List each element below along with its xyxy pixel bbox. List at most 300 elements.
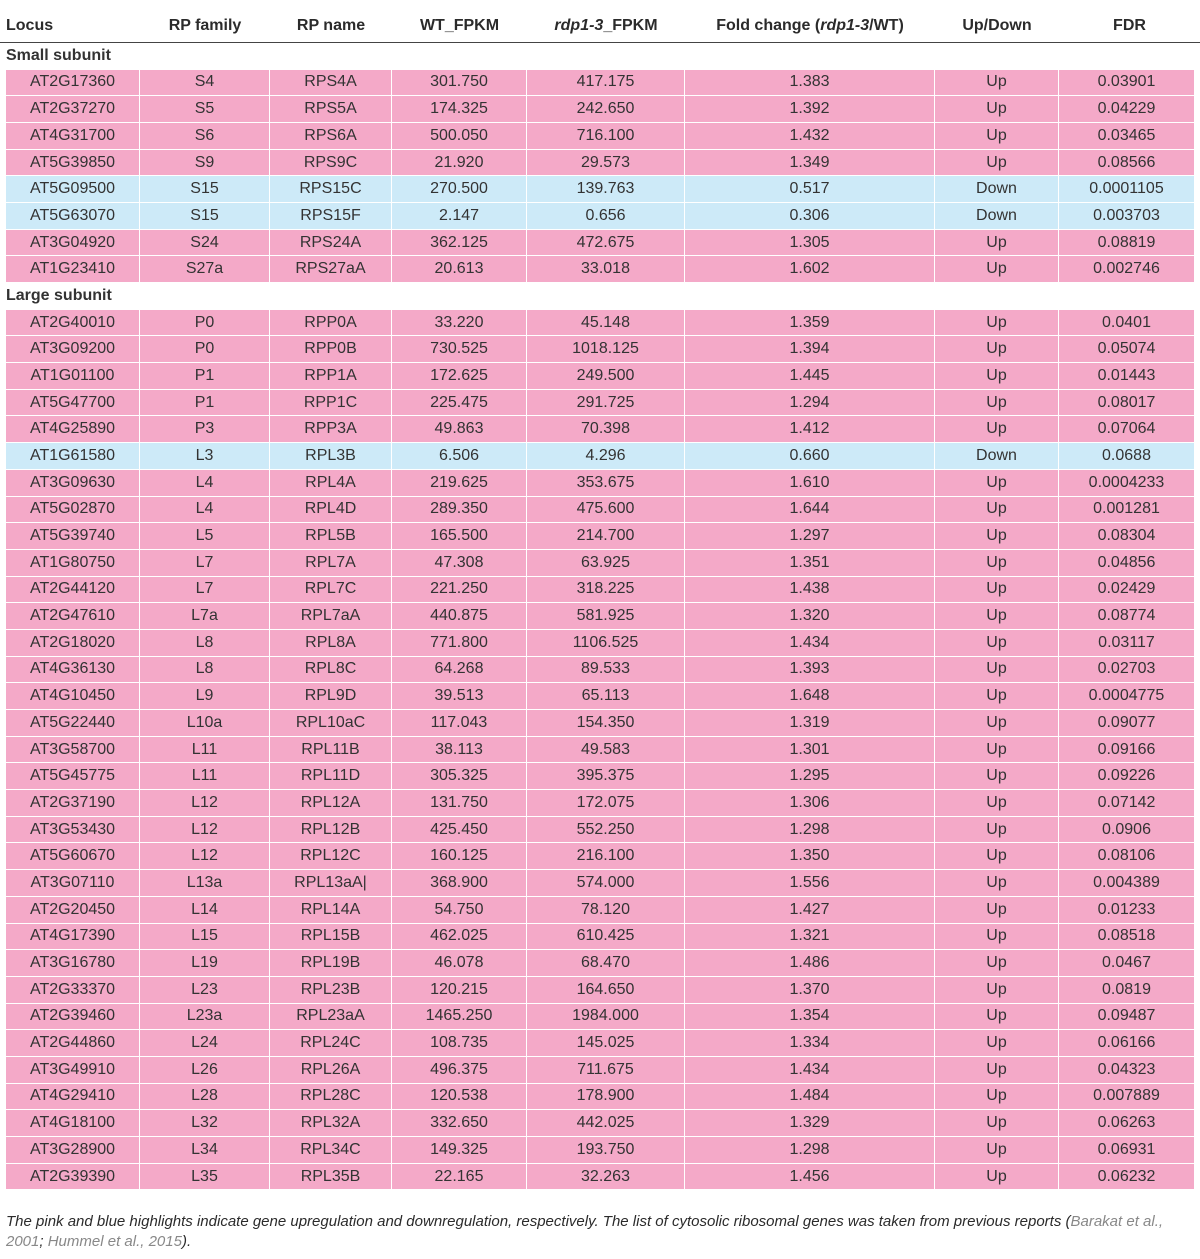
rp-family-cell: L14: [140, 897, 270, 924]
fdr-cell: 0.04856: [1059, 550, 1200, 577]
locus-cell: AT5G63070: [0, 203, 140, 230]
wt-fpkm-cell: 33.220: [392, 310, 527, 337]
table-row: [0, 790, 1200, 817]
table-row: [0, 817, 1200, 844]
updown-cell: Up: [935, 523, 1059, 550]
locus-cell: AT3G16780: [0, 950, 140, 977]
rdp-fpkm-cell: 65.113: [527, 683, 685, 710]
table-row: [0, 577, 1200, 604]
locus-cell: AT2G44120: [0, 577, 140, 604]
updown-cell: Up: [935, 577, 1059, 604]
fold-change-cell: 1.427: [685, 897, 935, 924]
rp-family-cell: S6: [140, 123, 270, 150]
fdr-cell: 0.07142: [1059, 790, 1200, 817]
updown-cell: Up: [935, 897, 1059, 924]
fdr-cell: 0.03901: [1059, 70, 1200, 97]
wt-fpkm-cell: 221.250: [392, 577, 527, 604]
locus-cell: AT2G17360: [0, 70, 140, 97]
table-row: [0, 737, 1200, 764]
section-label-large: Large subunit: [0, 283, 1200, 310]
rp-family-cell: L8: [140, 630, 270, 657]
header-wt-fpkm: WT_FPKM: [392, 10, 527, 43]
table-row: [0, 1110, 1200, 1137]
wt-fpkm-cell: 38.113: [392, 737, 527, 764]
updown-cell: Up: [935, 1004, 1059, 1031]
rdp-fpkm-cell: 318.225: [527, 577, 685, 604]
rdp-fpkm-cell: 70.398: [527, 416, 685, 443]
fold-change-cell: 1.602: [685, 256, 935, 283]
table-row: [0, 1084, 1200, 1111]
rp-name-cell: RPL15B: [270, 924, 392, 951]
table-row: [0, 603, 1200, 630]
fdr-cell: 0.0819: [1059, 977, 1200, 1004]
fdr-cell: 0.002746: [1059, 256, 1200, 283]
rp-family-cell: S9: [140, 150, 270, 177]
locus-cell: AT5G39740: [0, 523, 140, 550]
fdr-cell: 0.08017: [1059, 390, 1200, 417]
fold-change-cell: 1.383: [685, 70, 935, 97]
fdr-cell: 0.03117: [1059, 630, 1200, 657]
wt-fpkm-cell: 20.613: [392, 256, 527, 283]
rp-name-cell: RPS24A: [270, 230, 392, 257]
locus-cell: AT2G47610: [0, 603, 140, 630]
locus-cell: AT3G49910: [0, 1057, 140, 1084]
rp-name-cell: RPL24C: [270, 1030, 392, 1057]
ribosomal-protein-table: [0, 10, 1200, 1190]
rp-family-cell: L8: [140, 657, 270, 684]
table-row: [0, 843, 1200, 870]
rp-name-cell: RPL5B: [270, 523, 392, 550]
table-row: [0, 870, 1200, 897]
updown-cell: Up: [935, 150, 1059, 177]
rp-family-cell: L7: [140, 550, 270, 577]
rp-family-cell: L3: [140, 443, 270, 470]
wt-fpkm-cell: 172.625: [392, 363, 527, 390]
locus-cell: AT2G37270: [0, 96, 140, 123]
updown-cell: Up: [935, 603, 1059, 630]
rdp-fpkm-cell: 164.650: [527, 977, 685, 1004]
updown-cell: Down: [935, 203, 1059, 230]
locus-cell: AT2G33370: [0, 977, 140, 1004]
rp-name-cell: RPS5A: [270, 96, 392, 123]
fold-change-cell: 1.556: [685, 870, 935, 897]
updown-cell: Up: [935, 950, 1059, 977]
fold-change-cell: 1.644: [685, 497, 935, 524]
wt-fpkm-cell: 425.450: [392, 817, 527, 844]
fdr-cell: 0.003703: [1059, 203, 1200, 230]
updown-cell: Up: [935, 817, 1059, 844]
rdp-fpkm-cell: 291.725: [527, 390, 685, 417]
rp-family-cell: L4: [140, 470, 270, 497]
table-row: [0, 203, 1200, 230]
table-row: [0, 710, 1200, 737]
fdr-cell: 0.09166: [1059, 737, 1200, 764]
fold-change-cell: 1.486: [685, 950, 935, 977]
rp-family-cell: L35: [140, 1164, 270, 1191]
updown-cell: Up: [935, 390, 1059, 417]
fold-change-cell: 0.306: [685, 203, 935, 230]
fold-change-cell: 1.294: [685, 390, 935, 417]
rp-name-cell: RPS4A: [270, 70, 392, 97]
rp-family-cell: L10a: [140, 710, 270, 737]
table-row: [0, 550, 1200, 577]
rp-family-cell: L13a: [140, 870, 270, 897]
fdr-cell: 0.08819: [1059, 230, 1200, 257]
rp-family-cell: S27a: [140, 256, 270, 283]
fdr-cell: 0.08304: [1059, 523, 1200, 550]
table-row: [0, 123, 1200, 150]
fold-change-cell: 1.648: [685, 683, 935, 710]
updown-cell: Up: [935, 416, 1059, 443]
table-row: [0, 657, 1200, 684]
rp-family-cell: L7a: [140, 603, 270, 630]
fdr-cell: 0.09077: [1059, 710, 1200, 737]
rp-name-cell: RPL23aA: [270, 1004, 392, 1031]
wt-fpkm-cell: 225.475: [392, 390, 527, 417]
wt-fpkm-cell: 289.350: [392, 497, 527, 524]
rp-family-cell: L15: [140, 924, 270, 951]
header-fold-suffix: /WT): [869, 17, 904, 34]
locus-cell: AT4G25890: [0, 416, 140, 443]
wt-fpkm-cell: 332.650: [392, 1110, 527, 1137]
rp-name-cell: RPL4A: [270, 470, 392, 497]
wt-fpkm-cell: 1465.250: [392, 1004, 527, 1031]
updown-cell: Up: [935, 657, 1059, 684]
rp-family-cell: L23a: [140, 1004, 270, 1031]
fdr-cell: 0.05074: [1059, 336, 1200, 363]
wt-fpkm-cell: 496.375: [392, 1057, 527, 1084]
wt-fpkm-cell: 120.538: [392, 1084, 527, 1111]
fdr-cell: 0.004389: [1059, 870, 1200, 897]
fdr-cell: 0.0001105: [1059, 176, 1200, 203]
rp-family-cell: L12: [140, 790, 270, 817]
rp-family-cell: L26: [140, 1057, 270, 1084]
fdr-cell: 0.06232: [1059, 1164, 1200, 1191]
rdp-fpkm-cell: 29.573: [527, 150, 685, 177]
rp-name-cell: RPL13aA|: [270, 870, 392, 897]
fdr-cell: 0.02703: [1059, 657, 1200, 684]
locus-cell: AT3G09630: [0, 470, 140, 497]
updown-cell: Up: [935, 1110, 1059, 1137]
fold-change-cell: 1.610: [685, 470, 935, 497]
wt-fpkm-cell: 219.625: [392, 470, 527, 497]
table-row: [0, 977, 1200, 1004]
updown-cell: Up: [935, 1164, 1059, 1191]
fdr-cell: 0.04323: [1059, 1057, 1200, 1084]
section-label-small: Small subunit: [0, 43, 1200, 70]
updown-cell: Up: [935, 790, 1059, 817]
rdp-fpkm-cell: 581.925: [527, 603, 685, 630]
fold-change-cell: 1.320: [685, 603, 935, 630]
rdp-fpkm-cell: 711.675: [527, 1057, 685, 1084]
fdr-cell: 0.0401: [1059, 310, 1200, 337]
locus-cell: AT5G47700: [0, 390, 140, 417]
header-fold-change: [685, 10, 935, 43]
header-rp-family: RP family: [140, 10, 270, 43]
table-body: [0, 43, 1200, 1190]
fdr-cell: 0.08106: [1059, 843, 1200, 870]
rdp-fpkm-cell: 475.600: [527, 497, 685, 524]
locus-cell: AT5G09500: [0, 176, 140, 203]
locus-cell: AT5G60670: [0, 843, 140, 870]
rp-family-cell: L9: [140, 683, 270, 710]
locus-cell: AT2G37190: [0, 790, 140, 817]
rp-name-cell: RPL19B: [270, 950, 392, 977]
section-row-small: [0, 43, 1200, 70]
locus-cell: AT1G01100: [0, 363, 140, 390]
rp-name-cell: RPL12B: [270, 817, 392, 844]
locus-cell: AT1G61580: [0, 443, 140, 470]
rdp-fpkm-cell: 249.500: [527, 363, 685, 390]
fdr-cell: 0.0004775: [1059, 683, 1200, 710]
fdr-cell: 0.07064: [1059, 416, 1200, 443]
rdp-fpkm-cell: 214.700: [527, 523, 685, 550]
locus-cell: AT3G07110: [0, 870, 140, 897]
rp-family-cell: P0: [140, 310, 270, 337]
locus-cell: AT2G39390: [0, 1164, 140, 1191]
rdp-fpkm-cell: 716.100: [527, 123, 685, 150]
updown-cell: Up: [935, 977, 1059, 1004]
fdr-cell: 0.06166: [1059, 1030, 1200, 1057]
rdp-fpkm-cell: 1984.000: [527, 1004, 685, 1031]
rp-family-cell: L11: [140, 763, 270, 790]
rp-name-cell: RPL12C: [270, 843, 392, 870]
rp-name-cell: RPL7A: [270, 550, 392, 577]
updown-cell: Up: [935, 924, 1059, 951]
rp-name-cell: RPL3B: [270, 443, 392, 470]
header-locus: Locus: [0, 10, 140, 43]
rp-name-cell: RPP3A: [270, 416, 392, 443]
fdr-cell: 0.0688: [1059, 443, 1200, 470]
table-row: [0, 924, 1200, 951]
table-row: [0, 497, 1200, 524]
wt-fpkm-cell: 362.125: [392, 230, 527, 257]
rdp-fpkm-cell: 417.175: [527, 70, 685, 97]
table-row: [0, 416, 1200, 443]
caption-text: The pink and blue highlights indicate gene upregulation and downregulation, respectively. The list of cytosolic ribosomal genes was taken from previous reports (: [6, 1213, 1071, 1230]
rp-name-cell: RPL34C: [270, 1137, 392, 1164]
rdp-fpkm-cell: 193.750: [527, 1137, 685, 1164]
fold-change-cell: 1.445: [685, 363, 935, 390]
wt-fpkm-cell: 440.875: [392, 603, 527, 630]
table-row: [0, 1057, 1200, 1084]
fdr-cell: 0.03465: [1059, 123, 1200, 150]
fold-change-cell: 1.298: [685, 1137, 935, 1164]
updown-cell: Up: [935, 256, 1059, 283]
table-row: [0, 1137, 1200, 1164]
updown-cell: Up: [935, 230, 1059, 257]
fdr-cell: 0.0906: [1059, 817, 1200, 844]
header-fold-prefix: Fold change (: [716, 17, 821, 34]
rp-family-cell: P1: [140, 390, 270, 417]
rp-family-cell: S4: [140, 70, 270, 97]
updown-cell: Up: [935, 470, 1059, 497]
wt-fpkm-cell: 49.863: [392, 416, 527, 443]
updown-cell: Up: [935, 763, 1059, 790]
fdr-cell: 0.01233: [1059, 897, 1200, 924]
locus-cell: AT3G09200: [0, 336, 140, 363]
rp-name-cell: RPL9D: [270, 683, 392, 710]
table-row: [0, 1004, 1200, 1031]
rdp-fpkm-cell: 442.025: [527, 1110, 685, 1137]
locus-cell: AT1G80750: [0, 550, 140, 577]
locus-cell: AT4G29410: [0, 1084, 140, 1111]
fold-change-cell: 1.393: [685, 657, 935, 684]
fold-change-cell: 1.394: [685, 336, 935, 363]
locus-cell: AT2G20450: [0, 897, 140, 924]
rp-family-cell: P3: [140, 416, 270, 443]
wt-fpkm-cell: 301.750: [392, 70, 527, 97]
rp-family-cell: L5: [140, 523, 270, 550]
fold-change-cell: 1.351: [685, 550, 935, 577]
rp-name-cell: RPL32A: [270, 1110, 392, 1137]
wt-fpkm-cell: 305.325: [392, 763, 527, 790]
rp-family-cell: L11: [140, 737, 270, 764]
header-rp-name: RP name: [270, 10, 392, 43]
fold-change-cell: 1.434: [685, 630, 935, 657]
rp-name-cell: RPL12A: [270, 790, 392, 817]
locus-cell: AT3G04920: [0, 230, 140, 257]
wt-fpkm-cell: 2.147: [392, 203, 527, 230]
rp-family-cell: L32: [140, 1110, 270, 1137]
fold-change-cell: 0.517: [685, 176, 935, 203]
caption-ref-barakat[interactable]: Barakat et al., 2001: [6, 1213, 1164, 1250]
updown-cell: Up: [935, 363, 1059, 390]
fold-change-cell: 1.354: [685, 1004, 935, 1031]
wt-fpkm-cell: 64.268: [392, 657, 527, 684]
fold-change-cell: 1.298: [685, 817, 935, 844]
rp-family-cell: L24: [140, 1030, 270, 1057]
table-row: [0, 310, 1200, 337]
rdp-fpkm-cell: 0.656: [527, 203, 685, 230]
rdp-fpkm-cell: 45.148: [527, 310, 685, 337]
updown-cell: Up: [935, 1137, 1059, 1164]
rdp-fpkm-cell: 353.675: [527, 470, 685, 497]
wt-fpkm-cell: 174.325: [392, 96, 527, 123]
rdp-fpkm-cell: 145.025: [527, 1030, 685, 1057]
fdr-cell: 0.06263: [1059, 1110, 1200, 1137]
wt-fpkm-cell: 108.735: [392, 1030, 527, 1057]
rp-name-cell: RPL26A: [270, 1057, 392, 1084]
wt-fpkm-cell: 149.325: [392, 1137, 527, 1164]
header-fdr: FDR: [1059, 10, 1200, 43]
wt-fpkm-cell: 368.900: [392, 870, 527, 897]
rp-family-cell: L19: [140, 950, 270, 977]
section-row-large: [0, 283, 1200, 310]
rdp-fpkm-cell: 33.018: [527, 256, 685, 283]
fold-change-cell: 1.297: [685, 523, 935, 550]
caption-ref-hummel[interactable]: Hummel et al., 2015: [47, 1233, 182, 1250]
fold-change-cell: 1.321: [685, 924, 935, 951]
rp-family-cell: P1: [140, 363, 270, 390]
rp-name-cell: RPS15F: [270, 203, 392, 230]
rdp-fpkm-cell: 395.375: [527, 763, 685, 790]
table-row: [0, 363, 1200, 390]
rp-name-cell: RPS9C: [270, 150, 392, 177]
table-row: [0, 683, 1200, 710]
rp-family-cell: S15: [140, 203, 270, 230]
fdr-cell: 0.001281: [1059, 497, 1200, 524]
wt-fpkm-cell: 730.525: [392, 336, 527, 363]
wt-fpkm-cell: 21.920: [392, 150, 527, 177]
rp-name-cell: RPL28C: [270, 1084, 392, 1111]
fold-change-cell: 0.660: [685, 443, 935, 470]
locus-cell: AT2G40010: [0, 310, 140, 337]
locus-cell: AT2G44860: [0, 1030, 140, 1057]
locus-cell: AT3G58700: [0, 737, 140, 764]
header-rdp-rest: _FPKM: [603, 17, 658, 34]
fdr-cell: 0.08566: [1059, 150, 1200, 177]
rdp-fpkm-cell: 63.925: [527, 550, 685, 577]
rdp-fpkm-cell: 172.075: [527, 790, 685, 817]
rp-name-cell: RPP0A: [270, 310, 392, 337]
fold-change-cell: 1.319: [685, 710, 935, 737]
locus-cell: AT4G10450: [0, 683, 140, 710]
rp-family-cell: L34: [140, 1137, 270, 1164]
table-row: [0, 176, 1200, 203]
wt-fpkm-cell: 462.025: [392, 924, 527, 951]
rdp-fpkm-cell: 89.533: [527, 657, 685, 684]
rdp-fpkm-cell: 32.263: [527, 1164, 685, 1191]
locus-cell: AT5G39850: [0, 150, 140, 177]
updown-cell: Up: [935, 550, 1059, 577]
wt-fpkm-cell: 54.750: [392, 897, 527, 924]
wt-fpkm-cell: 131.750: [392, 790, 527, 817]
rp-family-cell: L23: [140, 977, 270, 1004]
header-fold-italic: rdp1-3: [820, 17, 870, 34]
header-rdp-fpkm: [527, 10, 685, 43]
updown-cell: Up: [935, 870, 1059, 897]
rdp-fpkm-cell: 178.900: [527, 1084, 685, 1111]
table-row: [0, 1164, 1200, 1191]
updown-cell: Up: [935, 497, 1059, 524]
rp-name-cell: RPL7C: [270, 577, 392, 604]
fold-change-cell: 1.359: [685, 310, 935, 337]
updown-cell: Up: [935, 123, 1059, 150]
rdp-fpkm-cell: 242.650: [527, 96, 685, 123]
updown-cell: Up: [935, 737, 1059, 764]
updown-cell: Up: [935, 683, 1059, 710]
caption-end: ).: [181, 1233, 192, 1250]
updown-cell: Up: [935, 710, 1059, 737]
rdp-fpkm-cell: 1106.525: [527, 630, 685, 657]
rp-name-cell: RPL4D: [270, 497, 392, 524]
updown-cell: Up: [935, 336, 1059, 363]
updown-cell: Up: [935, 1057, 1059, 1084]
fdr-cell: 0.0467: [1059, 950, 1200, 977]
wt-fpkm-cell: 6.506: [392, 443, 527, 470]
updown-cell: Up: [935, 843, 1059, 870]
rp-family-cell: L4: [140, 497, 270, 524]
fdr-cell: 0.09487: [1059, 1004, 1200, 1031]
table-row: [0, 336, 1200, 363]
rp-name-cell: RPL11D: [270, 763, 392, 790]
wt-fpkm-cell: 771.800: [392, 630, 527, 657]
table-row: [0, 256, 1200, 283]
updown-cell: Up: [935, 96, 1059, 123]
locus-cell: AT5G22440: [0, 710, 140, 737]
table-row: [0, 70, 1200, 97]
rp-name-cell: RPL7aA: [270, 603, 392, 630]
fold-change-cell: 1.432: [685, 123, 935, 150]
table-caption: [6, 1212, 1194, 1252]
rdp-fpkm-cell: 4.296: [527, 443, 685, 470]
rp-name-cell: RPL35B: [270, 1164, 392, 1191]
fdr-cell: 0.08774: [1059, 603, 1200, 630]
rp-family-cell: S15: [140, 176, 270, 203]
fold-change-cell: 1.438: [685, 577, 935, 604]
rp-family-cell: S24: [140, 230, 270, 257]
